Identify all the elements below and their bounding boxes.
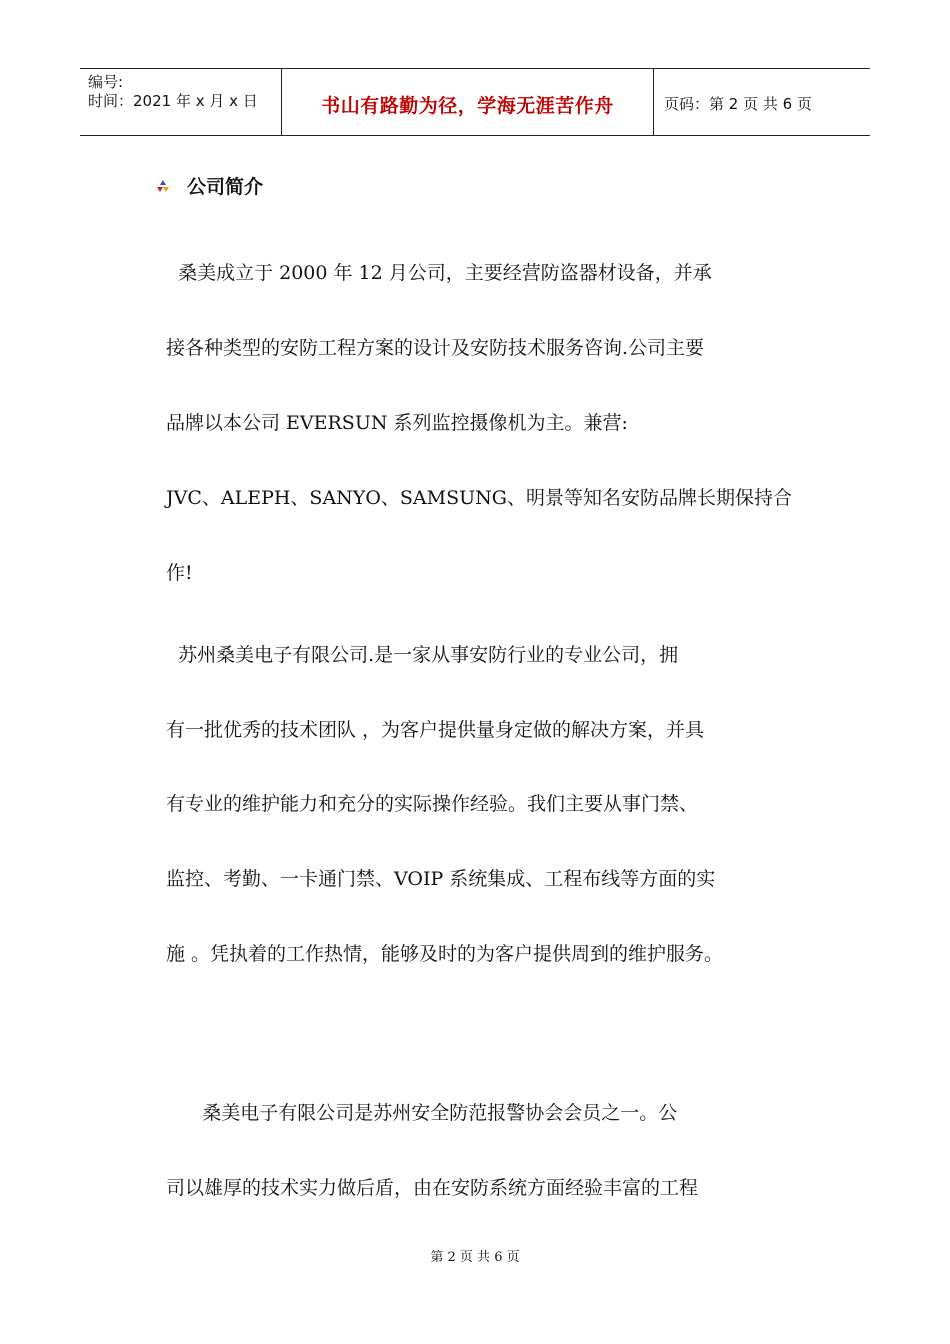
body-line: 作! — [166, 562, 193, 584]
body-line: JVC、ALEPH、SANYO、SAMSUNG、明景等知名安防品牌长期保持合 — [166, 487, 792, 509]
body-line: 桑美电子有限公司是苏州安全防范报警协会会员之一。公 — [166, 1102, 678, 1124]
number-label: 编号: — [88, 73, 124, 91]
header-motto-cell — [282, 69, 654, 135]
body-line: 有一批优秀的技术团队 ，为客户提供量身定做的解决方案，并具 — [166, 719, 705, 741]
body-line: 桑美成立于 2000 年 12 月公司，主要经营防盗器材设备，并承 — [166, 262, 712, 284]
section-heading — [155, 172, 263, 199]
header-page-cell — [654, 69, 870, 135]
body-line: 监控、考勤、一卡通门禁、VOIP 系统集成、工程布线等方面的实 — [166, 868, 716, 890]
body-line: 品牌以本公司 EVERSUN 系列监控摄像机为主。兼营: — [166, 412, 628, 434]
document-header — [80, 68, 870, 136]
body-line: 司以雄厚的技术实力做后盾，由在安防系统方面经验丰富的工程 — [166, 1177, 699, 1199]
body-line: 施 。凭执着的工作热情，能够及时的为客户提供周到的维护服务。 — [166, 943, 724, 965]
section-title: 公司简介 — [187, 176, 264, 198]
page-info-text: 页码：第 2 页 共 6 页 — [664, 94, 812, 113]
motto-text: 书山有路勤为径，学海无涯苦作舟 — [321, 94, 614, 117]
header-left-cell — [80, 69, 282, 135]
body-line: 苏州桑美电子有限公司.是一家从事安防行业的专业公司，拥 — [166, 644, 679, 666]
bullet-icon — [155, 178, 171, 194]
body-line: 接各种类型的安防工程方案的设计及安防技术服务咨询.公司主要 — [166, 337, 705, 359]
time-label: 时间：2021 年 x 月 x 日 — [88, 92, 258, 110]
body-line: 有专业的维护能力和充分的实际操作经验。我们主要从事门禁、 — [166, 793, 699, 815]
page-footer: 第 2 页 共 6 页 — [430, 1250, 520, 1265]
